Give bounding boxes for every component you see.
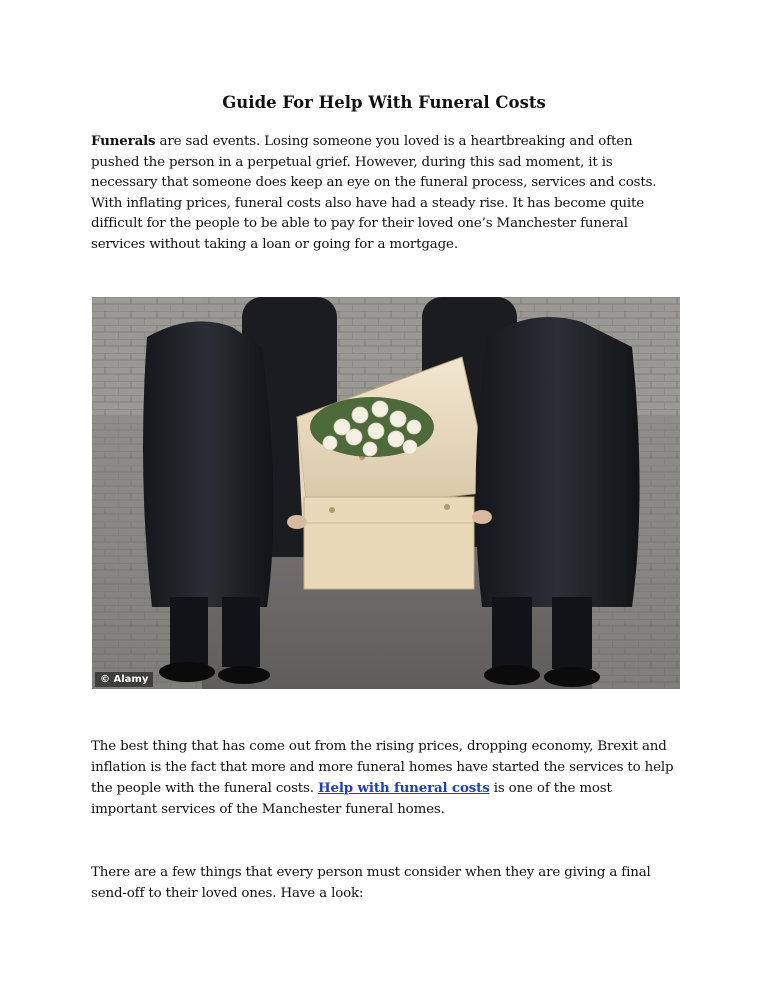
intro-paragraph: [91, 131, 679, 255]
intro-lead-word: Funerals: [91, 133, 156, 149]
intro-text: are sad events. Losing someone you loved is a heartbreaking and often pushed the person in a perpetual grief. However, during this sad moment, it is necessary that someone does keep an eye on the funeral process, services and costs. With inflating prices, funeral costs also have had a steady rise. It has become quite difficult for the people to be able to pay for their loved one’s Manchester funeral services without taking a loan or going for a mortgage.: [91, 134, 657, 252]
photo-credit: © Alamy: [95, 672, 153, 687]
services-text-after: is one of the most important services of the Manchester funeral homes.: [91, 781, 612, 817]
help-with-funeral-costs-link[interactable]: Help with funeral costs: [317, 780, 490, 796]
services-paragraph: [91, 737, 679, 820]
services-text-before: The best thing that has come out from the rising prices, dropping economy, Brexit and inflation is the fact that more and more funeral homes have started the services to help the people with the funeral costs.: [91, 739, 674, 796]
document-title: Guide For Help With Funeral Costs: [222, 93, 546, 112]
pallbearers-coffin-illustration: [92, 297, 680, 689]
considerations-paragraph: There are a few things that every person must consider when they are giving a final send-off to their loved ones. Have a look:: [91, 865, 651, 901]
funeral-photo: [92, 297, 680, 689]
